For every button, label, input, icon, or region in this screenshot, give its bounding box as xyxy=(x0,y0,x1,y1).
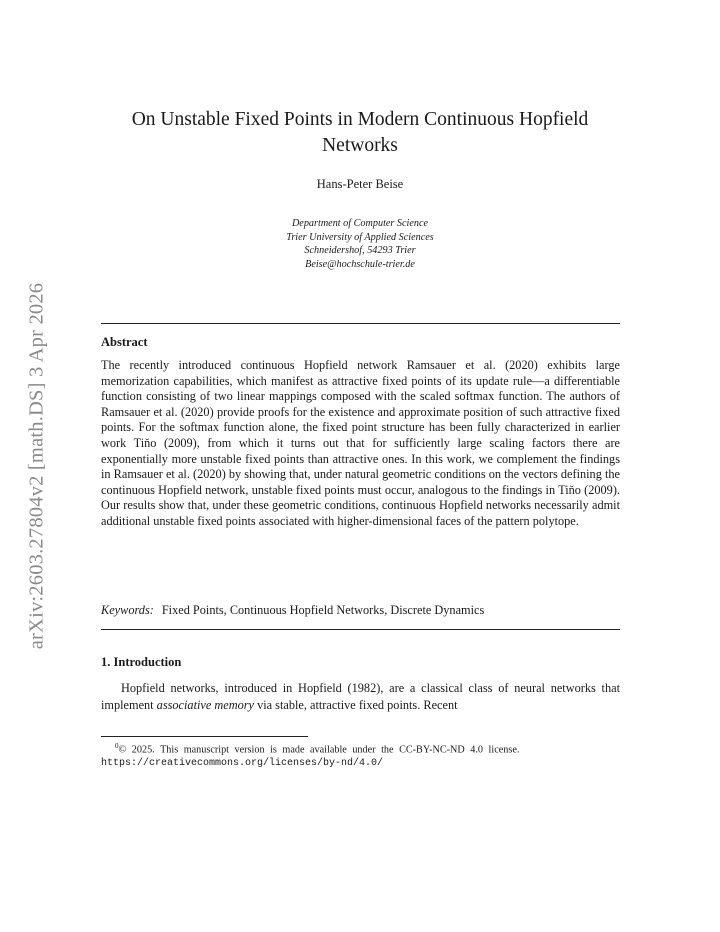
paper-title: On Unstable Fixed Points in Modern Continuous Hopfield Networks xyxy=(131,109,589,156)
keywords-label: Keywords: xyxy=(101,603,154,617)
abstract-text: The recently introduced continuous Hopfield network Ramsauer et al. (2020) exhibits large memorization capabilities, which manifest as attractive fixed points of its update rule—a differentiable function consisting of two linear mappings composed with the scaled softmax function. The authors of Ramsauer et al. (2020) provide proofs for the existence and approximate position of such attractive fixed points. For the softmax function alone, the fixed point structure has been fully characterized in earlier work Tiňo (2009), from which it turns out that for sufficiently large scaling factors there are exponentially more unstable fixed points than attractive ones. In this work, we complement the findings in Ramsauer et al. (2020) by showing that, under natural geometric conditions on the vectors defining the continuous Hopfield network, unstable fixed points must occur, analogous to the findings in Tiňo (2009). Our results show that, under these geometric conditions, continuous Hopfield networks necessarily admit additional unstable fixed points associated with higher-dimensional faces of the pattern polytope. xyxy=(101,358,620,528)
affiliation-department: Department of Computer Science xyxy=(291,218,429,229)
author-name: Hans-Peter Beise xyxy=(316,177,404,191)
footnote-text: © 2025. This manuscript version is made available under the CC-BY-NC-ND 4.0 license. xyxy=(118,744,520,756)
keywords-line xyxy=(101,603,620,618)
introduction-paragraph xyxy=(101,680,620,713)
affiliation-university: Trier University of Applied Sciences xyxy=(286,231,434,243)
footnote xyxy=(101,740,620,770)
intro-text-before: Hopfield networks, introduced in Hopfield (1982), are a classical class of neural networks that implement xyxy=(101,681,620,712)
author-email: Beise@hochschule-trier.de xyxy=(305,258,415,270)
arxiv-identifier-stamp: arXiv:2603.27804v2 [math.DS] 3 Apr 2026 xyxy=(25,282,48,650)
footnote-marker: 0 xyxy=(115,742,119,750)
section-heading-introduction: 1. Introduction xyxy=(101,655,182,669)
abstract-heading: Abstract xyxy=(101,335,148,349)
abstract-bottom-rule xyxy=(101,629,620,630)
intro-emphasis: associative memory xyxy=(156,697,254,712)
intro-text-after: via stable, attractive fixed points. Recent xyxy=(254,697,458,712)
footnote-rule xyxy=(101,736,308,737)
affiliation-block xyxy=(100,217,620,271)
license-url[interactable]: https://creativecommons.org/licenses/by-nd/4.0/ xyxy=(101,757,384,769)
abstract-top-rule xyxy=(101,323,620,324)
affiliation-address: Schneidershof, 54293 Trier xyxy=(304,245,416,257)
keywords-text: Fixed Points, Continuous Hopfield Networks, Discrete Dynamics xyxy=(161,603,485,617)
